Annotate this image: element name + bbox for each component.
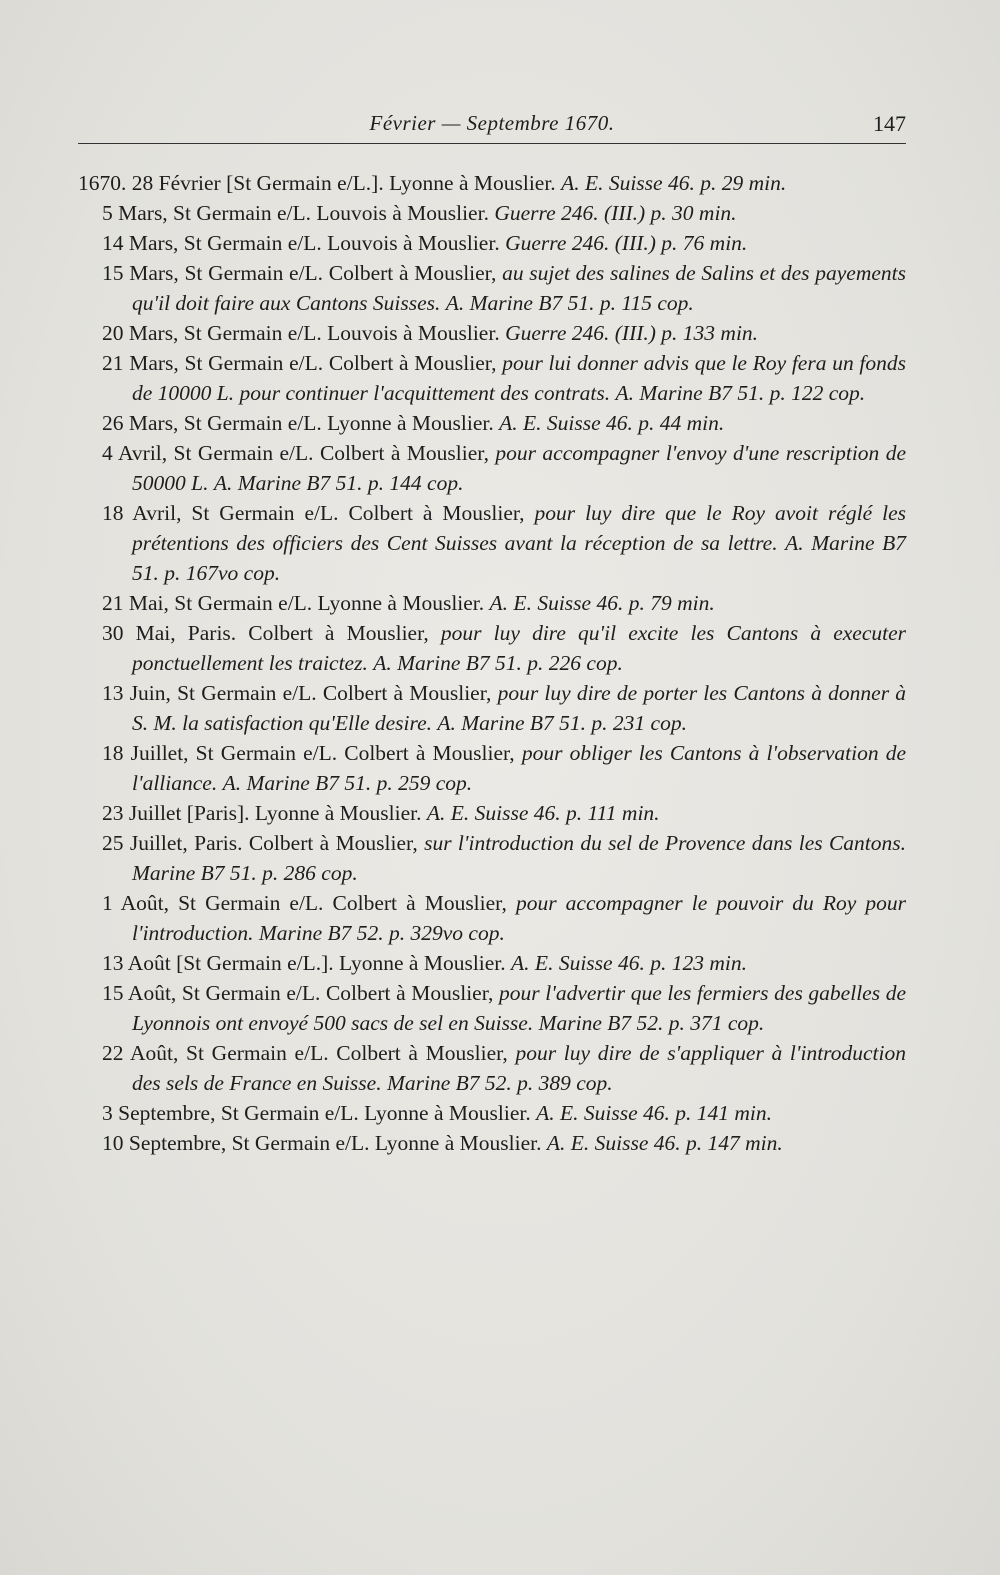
entry-reference: A. E. Suisse 46. p. 141 min.	[536, 1101, 773, 1125]
list-item	[78, 828, 906, 888]
entry-heading: 25 Juillet, Paris. Colbert à Mouslier,	[102, 831, 418, 855]
list-item	[78, 978, 906, 1038]
list-item	[78, 678, 906, 738]
entry-heading: 13 Juin, St Germain e/L. Colbert à Mouslier,	[102, 681, 492, 705]
entry-summary: pour luy dire qu'il excite les Cantons à executer ponctuellement les traictez.	[132, 621, 907, 675]
list-item	[78, 348, 906, 408]
list-item	[78, 798, 906, 828]
entry-heading: 18 Avril, St Germain e/L. Colbert à Mouslier,	[102, 501, 525, 525]
entry-reference: Guerre 246. (III.) p. 133 min.	[505, 321, 759, 345]
entry-reference: A. E. Suisse 46. p. 147 min.	[546, 1131, 783, 1155]
page-header	[78, 107, 906, 144]
entry-heading: 30 Mai, Paris. Colbert à Mouslier,	[102, 621, 429, 645]
entry-heading: 1 Août, St Germain e/L. Colbert à Mouslier,	[102, 891, 507, 915]
entry-reference: A. E. Suisse 46. p. 29 min.	[561, 171, 787, 195]
entry-reference: A. E. Suisse 46. p. 111 min.	[426, 801, 660, 825]
entry-summary: pour luy dire que le Roy avoit réglé les prétentions des officiers des Cent Suisses avant la réception de sa lettre.	[132, 501, 906, 555]
entry-summary: pour lui donner advis que le Roy fera un fonds de 10000 L. pour continuer l'acquittement des contrats.	[132, 351, 907, 405]
entry-heading: 21 Mars, St Germain e/L. Colbert à Mouslier,	[102, 351, 497, 375]
entry-heading: 23 Juillet [Paris]. Lyonne à Mouslier.	[102, 801, 422, 825]
entry-reference: Marine B7 51. p. 286 cop.	[132, 861, 358, 885]
entry-summary: pour l'advertir que les fermiers des gabelles de Lyonnois ont envoyé 500 sacs de sel en Suisse.	[132, 981, 906, 1035]
entry-reference: A. Marine B7 51. p. 115 cop.	[445, 291, 694, 315]
entry-heading: 1670. 28 Février [St Germain e/L.]. Lyonne à Mouslier.	[78, 171, 556, 195]
entry-reference: A. Marine B7 51. p. 122 cop.	[615, 381, 866, 405]
entry-heading: 10 Septembre, St Germain e/L. Lyonne à Mouslier.	[102, 1131, 542, 1155]
entry-heading: 26 Mars, St Germain e/L. Lyonne à Mouslier.	[102, 411, 494, 435]
entry-heading: 21 Mai, St Germain e/L. Lyonne à Mouslier.	[102, 591, 485, 615]
list-item	[78, 498, 906, 588]
list-item	[78, 1038, 906, 1098]
entry-heading: 22 Août, St Germain e/L. Colbert à Mouslier,	[102, 1041, 508, 1065]
entry-summary: pour accompagner le pouvoir du Roy pour l'introduction.	[132, 891, 907, 945]
entry-reference: Marine B7 52. p. 329vo cop.	[258, 921, 505, 945]
entry-summary: pour accompagner l'envoy d'une rescription de 50000 L.	[132, 441, 906, 495]
list-item	[78, 258, 906, 318]
entry-summary: pour luy dire de porter les Cantons à donner à S. M. la satisfaction qu'Elle desire.	[132, 681, 906, 735]
list-item	[78, 1098, 906, 1128]
entry-reference: Guerre 246. (III.) p. 30 min.	[494, 201, 737, 225]
list-item	[78, 588, 906, 618]
entry-summary: pour obliger les Cantons à l'observation de l'alliance.	[132, 741, 907, 795]
list-item	[78, 228, 906, 258]
entry-reference: A. E. Suisse 46. p. 79 min.	[489, 591, 715, 615]
entry-list	[78, 168, 906, 1158]
entry-heading: 5 Mars, St Germain e/L. Louvois à Mouslier.	[102, 201, 489, 225]
entry-summary: au sujet des salines de Salins et des payements qu'il doit faire aux Cantons Suisses.	[132, 261, 906, 315]
entry-reference: A. Marine B7 51. p. 226 cop.	[373, 651, 623, 675]
entry-reference: Guerre 246. (III.) p. 76 min.	[505, 231, 748, 255]
page-number: 147	[873, 111, 906, 136]
entry-heading: 20 Mars, St Germain e/L. Louvois à Mouslier.	[102, 321, 500, 345]
running-title: Février — Septembre 1670.	[369, 111, 615, 135]
list-item	[78, 948, 906, 978]
list-item	[78, 1128, 906, 1158]
entry-reference: A. E. Suisse 46. p. 123 min.	[511, 951, 747, 975]
entry-reference: Marine B7 52. p. 389 cop.	[386, 1071, 613, 1095]
list-item	[78, 738, 906, 798]
list-item	[78, 618, 906, 678]
list-item	[78, 318, 906, 348]
entry-reference: A. E. Suisse 46. p. 44 min.	[499, 411, 725, 435]
entry-heading: 3 Septembre, St Germain e/L. Lyonne à Mouslier.	[102, 1101, 531, 1125]
entry-heading: 4 Avril, St Germain e/L. Colbert à Mouslier,	[102, 441, 489, 465]
entry-reference: A. Marine B7 51. p. 231 cop.	[437, 711, 687, 735]
list-item	[78, 198, 906, 228]
entry-summary: sur l'introduction du sel de Provence dans les Cantons.	[424, 831, 907, 855]
entry-reference: A. Marine B7 51. p. 144 cop.	[213, 471, 464, 495]
list-item	[78, 408, 906, 438]
entry-summary: pour luy dire de s'appliquer à l'introduction des sels de France en Suisse.	[132, 1041, 906, 1095]
entry-heading: 13 Août [St Germain e/L.]. Lyonne à Mouslier.	[102, 951, 506, 975]
entry-reference: Marine B7 52. p. 371 cop.	[538, 1011, 765, 1035]
list-item	[78, 438, 906, 498]
entry-reference: A. Marine B7 51. p. 167vo cop.	[132, 531, 907, 585]
entry-heading: 18 Juillet, St Germain e/L. Colbert à Mouslier,	[102, 741, 515, 765]
list-item	[78, 888, 906, 948]
entry-reference: A. Marine B7 51. p. 259 cop.	[222, 771, 473, 795]
entry-heading: 15 Mars, St Germain e/L. Colbert à Mouslier,	[102, 261, 497, 285]
list-item	[78, 168, 906, 198]
entry-heading: 15 Août, St Germain e/L. Colbert à Mouslier,	[102, 981, 494, 1005]
entry-heading: 14 Mars, St Germain e/L. Louvois à Mouslier.	[102, 231, 500, 255]
